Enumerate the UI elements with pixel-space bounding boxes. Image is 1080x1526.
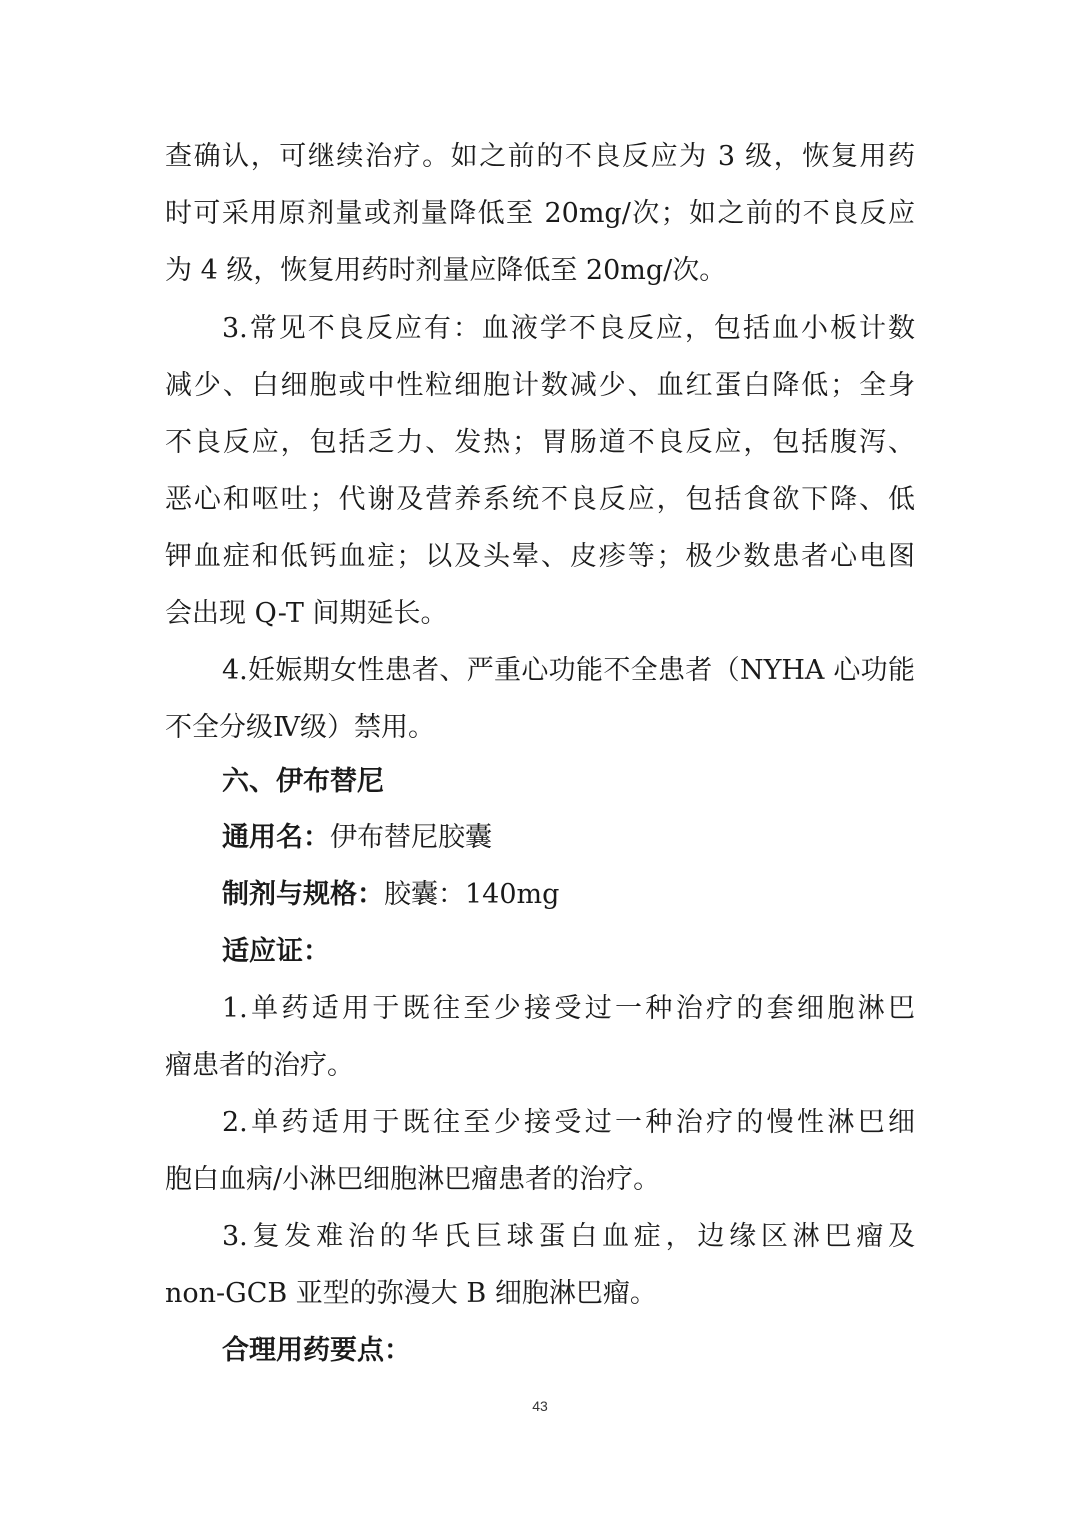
paragraph-line: 钾血症和低钙血症；以及头晕、皮疹等；极少数患者心电图 bbox=[165, 541, 915, 572]
indication-line: 2.单药适用于既往至少接受过一种治疗的慢性淋巴细 bbox=[222, 1107, 915, 1138]
indications-label: 适应证： bbox=[222, 936, 330, 967]
paragraph-line: 不良反应，包括乏力、发热；胃肠道不良反应，包括腹泻、 bbox=[165, 427, 915, 458]
page-number: 43 bbox=[532, 1398, 548, 1414]
generic-name-value: 伊布替尼胶囊 bbox=[330, 822, 492, 853]
key-points-label: 合理用药要点： bbox=[222, 1335, 411, 1366]
paragraph-line: 减少、白细胞或中性粒细胞计数减少、血红蛋白降低；全身 bbox=[165, 370, 915, 401]
generic-name-row bbox=[222, 818, 492, 858]
paragraph-line: 时可采用原剂量或剂量降低至 20mg/次；如之前的不良反应 bbox=[165, 198, 915, 229]
paragraph-line: 3.常见不良反应有：血液学不良反应，包括血小板计数 bbox=[222, 313, 915, 344]
generic-name-label: 通用名： bbox=[222, 822, 330, 853]
indication-line: 3.复发难治的华氏巨球蛋白血症，边缘区淋巴瘤及 bbox=[222, 1221, 915, 1252]
paragraph-line: 恶心和呕吐；代谢及营养系统不良反应，包括食欲下降、低 bbox=[165, 484, 915, 515]
paragraph-line: 为 4 级，恢复用药时剂量应降低至 20mg/次。 bbox=[165, 255, 727, 286]
specification-value: 胶囊：140mg bbox=[384, 879, 560, 910]
indication-line: 1.单药适用于既往至少接受过一种治疗的套细胞淋巴 bbox=[222, 993, 915, 1024]
paragraph-line: 会出现 Q-T 间期延长。 bbox=[165, 598, 448, 629]
indication-line: 胞白血病/小淋巴细胞淋巴瘤患者的治疗。 bbox=[165, 1164, 661, 1195]
indication-line: 瘤患者的治疗。 bbox=[165, 1050, 354, 1081]
specification-row bbox=[222, 875, 559, 915]
paragraph-line: 不全分级Ⅳ级）禁用。 bbox=[165, 712, 435, 743]
indication-line: non-GCB 亚型的弥漫大 B 细胞淋巴瘤。 bbox=[165, 1278, 657, 1309]
specification-label: 制剂与规格： bbox=[222, 879, 384, 910]
paragraph-line: 4.妊娠期女性患者、严重心功能不全患者（NYHA 心功能 bbox=[222, 655, 915, 686]
paragraph-line: 查确认，可继续治疗。如之前的不良反应为 3 级，恢复用药 bbox=[165, 141, 915, 172]
section-heading: 六、伊布替尼 bbox=[222, 766, 384, 797]
